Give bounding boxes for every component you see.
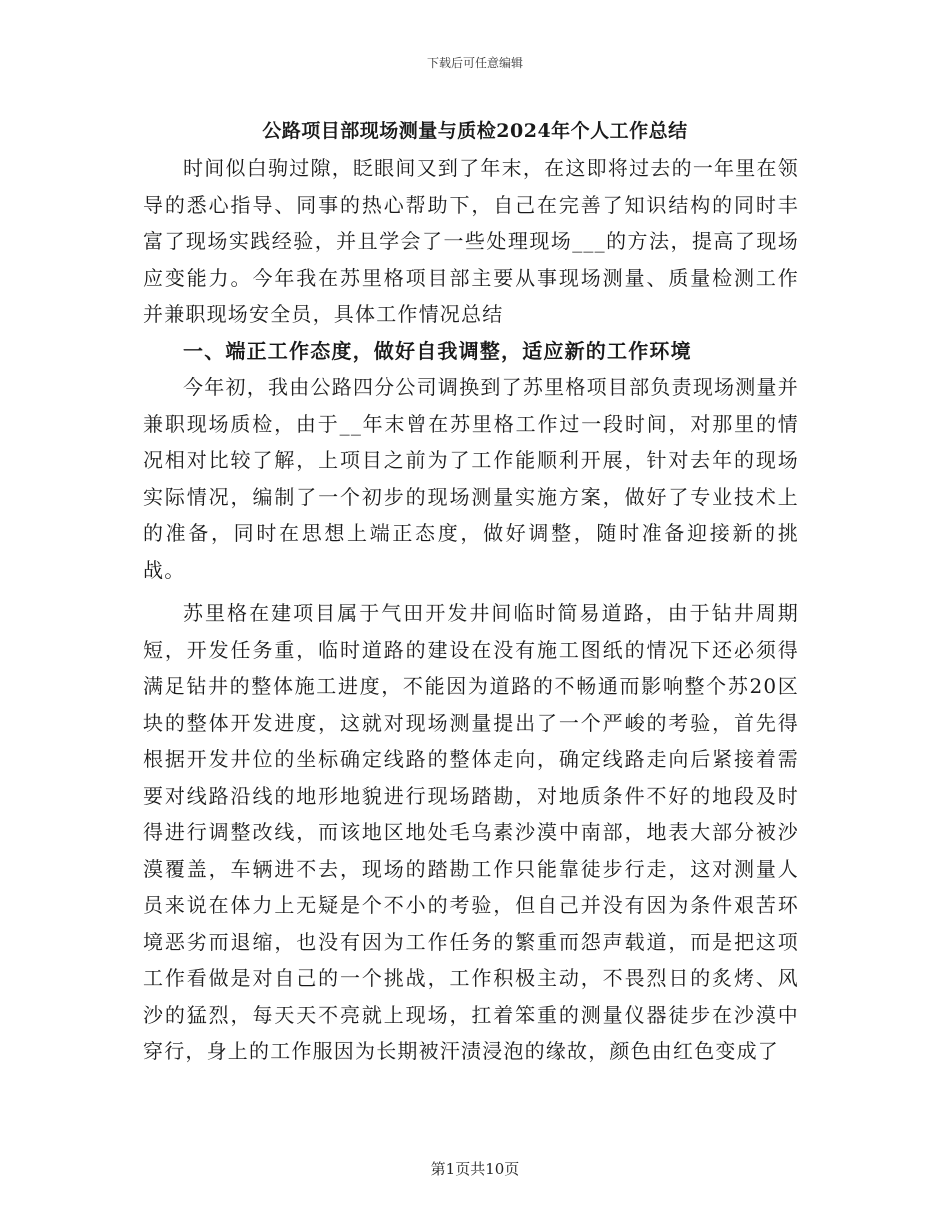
page-number: 第1页共10页 <box>430 1160 520 1178</box>
paragraph-section-1-detail: 苏里格在建项目属于气田开发井间临时简易道路，由于钻井周期短，开发任务重，临时道路的建设在没有施工图纸的情况下还必须得满足钻井的整体施工进度，不能因为道路的不畅通而影响整个苏20区块的整体开发进度，这就对现场测量提出了一个严峻的考验，首先得根据开发井位的坐标确定线路的整体走向，确定线路走向后紧接着需要对线路沿线的地形地貌进行现场踏勘，对地质条件不好的地段及时得进行调整改线，而该地区地处毛乌素沙漠中南部，地表大部分被沙漠覆盖，车辆进不去，现场的踏勘工作只能靠徒步行走，这对测量人员来说在体力上无疑是个不小的考验，但自己并没有因为条件艰苦环境恶劣而退缩，也没有因为工作任务的繁重而怨声载道，而是把这项工作看做是对自己的一个挑战，工作积极主动，不畏烈日的炙烤、风沙的猛烈，每天天不亮就上现场，扛着笨重的测量仪器徒步在沙漠中穿行，身上的工作服因为长期被汗渍浸泡的缘故，颜色由红色变成了 <box>143 601 799 1063</box>
section-heading-1: 一、端正工作态度，做好自我调整，适应新的工作环境 <box>183 338 692 363</box>
document-body <box>143 150 799 1070</box>
page-header-note: 下载后可任意编辑 <box>426 56 523 70</box>
paragraph-intro: 时间似白驹过隙，眨眼间又到了年末，在这即将过去的一年里在领导的悉心指导、同事的热心帮助下，自己在完善了知识结构的同时丰富了现场实践经验，并且学会了一些处理现场___的方法，提高了现场应变能力。今年我在苏里格项目部主要从事现场测量、质量检测工作并兼职现场安全员，具体工作情况总结 <box>143 156 799 326</box>
paragraph-section-1: 今年初，我由公路四分公司调换到了苏里格项目部负责现场测量并兼职现场质检，由于__年末曾在苏里格工作过一段时间，对那里的情况相对比较了解，上项目之前为了工作能顺利开展，针对去年的现场实际情况，编制了一个初步的现场测量实施方案，做好了专业技术上的准备，同时在思想上端正态度，做好调整，随时准备迎接新的挑战。 <box>143 375 799 582</box>
document-title: 公路项目部现场测量与质检2024年个人工作总结 <box>262 120 688 142</box>
